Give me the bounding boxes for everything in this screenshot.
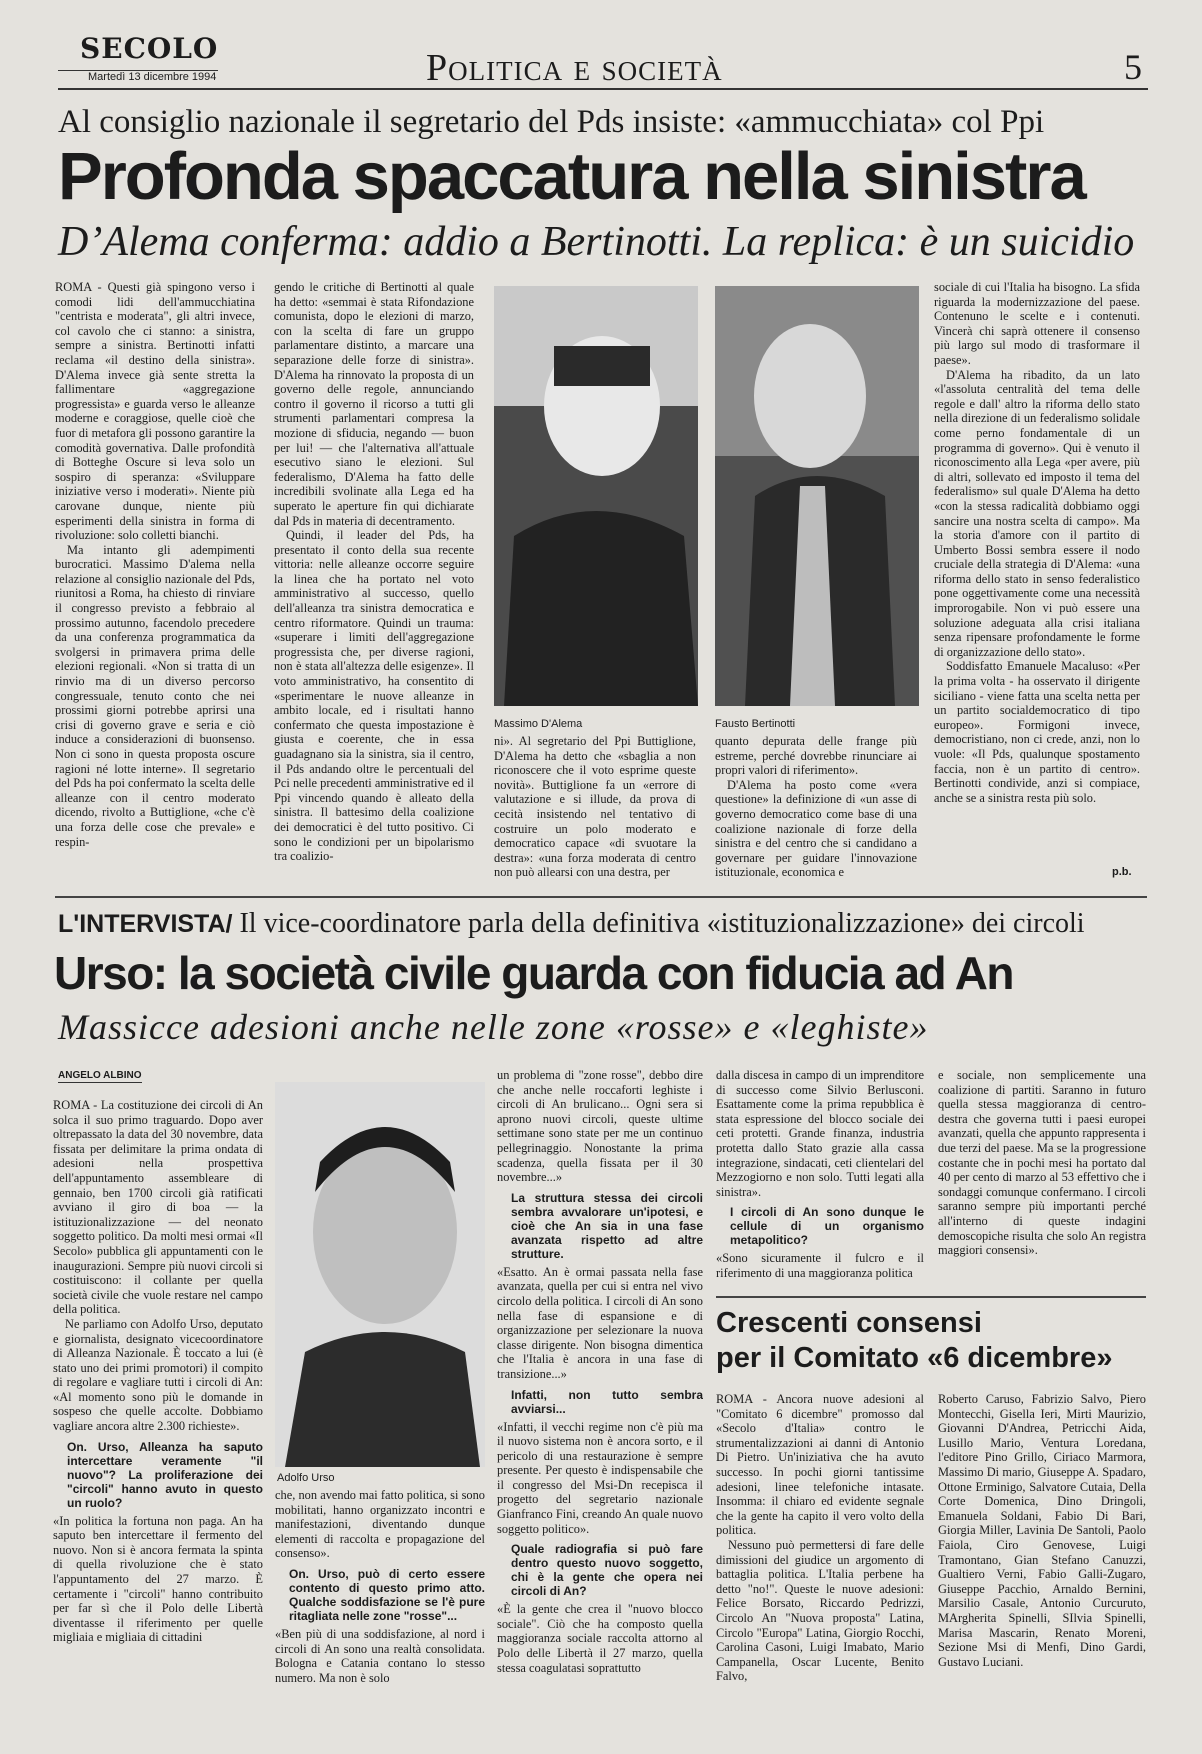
paragraph: «Ben più di una soddisfazione, al nord i circoli di An sono una realtà consolidata. Bologna e Catania contano lo stesso numero. Ma non è solo bbox=[275, 1626, 485, 1685]
article2-subheadline: Massicce adesioni anche nelle zone «rosse» e «leghiste» bbox=[58, 1007, 929, 1047]
photo1-caption: Massimo D'Alema bbox=[494, 718, 583, 730]
article1-signature: p.b. bbox=[1112, 866, 1132, 878]
photo-urso bbox=[275, 1082, 485, 1467]
article2-kicker bbox=[58, 908, 1148, 940]
box-headline bbox=[716, 1306, 1146, 1376]
photo-dalema bbox=[494, 286, 698, 706]
masthead bbox=[58, 28, 1148, 90]
paragraph: gendo le critiche di Bertinotti al quale ha detto: «semmai è stata Rifondazione comunista, dopo le elezioni di marzo, con la scelta di fare un gruppo parlamentare distinto, a marcare una separazione delle forze di sinistra». D'Alema ha rinnovato la proposta di un governo delle regole, annunciando contro il governo il ricorso a tutti gli strumenti parlamentari compresa la mozione di sfiducia, negando — buon per lui! — che l'alternativa all'attuale esecutivo siano le elezioni. Sul federalismo, D'Alema ha fatto delle incredibili svolinate alla Lega ed ha superato le aperture fin qui dichiarate dal Pds in materia di decentramento. bbox=[274, 280, 474, 528]
page-number: 5 bbox=[1124, 47, 1142, 87]
section-title: Politica e società bbox=[426, 47, 723, 89]
paragraph: «È la gente che crea il "nuovo blocco sociale". Ciò che ha composto quella maggioranza sociale raccolta attorno al Polo delle Libertà il 27 marzo, quella stessa coagulatasi soprattutto bbox=[497, 1602, 703, 1675]
box-col1 bbox=[716, 1392, 924, 1728]
kicker-label: L'INTERVISTA/ bbox=[58, 910, 233, 938]
paragraph: Ne parliamo con Adolfo Urso, deputato e giornalista, designato vicecoordinatore di Alleanza Nazionale. È toccato a lui (è stato uno dei primi promotori) il compito di regolare e vagliare tutti i circoli di An: «Al momento sono più le domande in sospeso che quelle accolte. Dobbiamo vagliare ancora altre 2.300 richieste». bbox=[53, 1316, 263, 1434]
newspaper-logo: SECOLO bbox=[80, 32, 219, 65]
interview-question: On. Urso, può di certo essere contento di questo primo atto. Qualche soddisfazione se l'è pure ritagliata nelle zone "rosse"... bbox=[289, 1566, 485, 1623]
paragraph: Ma intanto gli adempimenti burocratici. Massimo D'alema nella relazione al consiglio nazionale del Pds, riunitosi a Roma, ha chiesto di rinviare il congresso previsto a febbraio al prossimo autunno, facendolo precedere da una conferenza programmatica da svolgersi in primavera prima delle elezioni regionali. «Non si tratta di un rinvio ma di un diverso percorso congressuale, tenuto conto che nei prossimi giorni potrebbe aprirsi una crisi di governo grave e seria e ciò induce a considerazioni di buonsenso. Non ci sono in questa proposta oscure ragioni né lotte interne». Il segretario del Pds ha poi confermato la scelta delle alleanze con il centro moderato dicendo, rivolto a Buttiglione, «che c'è una forza delle cose che prevale» e respin- bbox=[55, 542, 255, 849]
byline: ANGELO ALBINO bbox=[58, 1070, 142, 1081]
box-headline-line2: per il Comitato «6 dicembre» bbox=[716, 1342, 1113, 1374]
photo-caption: Adolfo Urso bbox=[277, 1472, 335, 1484]
paragraph: dalla discesa in campo di un imprenditore di successo come Silvio Berlusconi. Esattamente come la prima repubblica è stata espressione del blocco sociale dei ceti protetti. Grande finanza, industria protetta dallo Stato grazie alla cassa integrazione, sindacati, ceti clientelari del Mezzogiorno e non solo. Tutti legati alla sinistra». bbox=[716, 1068, 924, 1199]
section-divider bbox=[55, 896, 1147, 898]
photo-bertinotti bbox=[715, 286, 919, 706]
article1-col5 bbox=[934, 280, 1140, 860]
paragraph: e sociale, non semplicemente una coalizione di partiti. Saranno in futuro quella stessa maggioranza di centro-destra che governa tutti i paesi europei avanzati, quella che appunto rappresenta i due terzi del paese. Ma se la progressione costante che in pochi mesi ha portato dal 40 per cento di marzo al 53 effettivo che i sondaggi comunque confermano. I circoli saranno sempre più importanti perché all'interno di queste indagini demoscopiche risulta che solo An registra maggiori consensi». bbox=[938, 1068, 1146, 1258]
paragraph: ROMA - Ancora nuove adesioni al "Comitato 6 dicembre" promosso dal «Secolo d'Italia» contro le strumentalizzazioni ai danni di Antonio Di Pietro. Un'iniziativa che ha avuto successo. In pochi giorni tantissime adesioni, linee telefoniche intasate. Insomma: il chiaro ed evidente segnale che la gente ha capito il vero volto della politica. bbox=[716, 1392, 924, 1538]
portrait-image bbox=[275, 1082, 485, 1467]
paragraph: Nessuno può permettersi di fare delle dimissioni del giudice un argomento di battaglia politica. L'Italia perbene ha detto "no!". Queste le nuove adesioni: Felice Borsato, Riccardo Pedrizzi, Circolo An "Nuova proposta" Latina, Circolo "Europa" Latina, Giorgio Rocchi, Carolina Casoni, Luigi Imabato, Mario Campanella, Oscar Lucente, Benito Falvo, bbox=[716, 1537, 924, 1684]
article1-col1 bbox=[55, 280, 255, 882]
article1-col3 bbox=[494, 734, 696, 882]
article1-subheadline: D’Alema conferma: addio a Bertinotti. La replica: è un suicidio bbox=[58, 219, 1135, 265]
kicker-text: Il vice-coordinatore parla della definitiva «istituzionalizzazione» dei circoli bbox=[239, 908, 1085, 939]
article1-kicker: Al consiglio nazionale il segretario del Pds insiste: «ammucchiata» col Ppi bbox=[58, 104, 1045, 140]
interview-question: La struttura stessa dei circoli sembra avvalorare un'ipotesi, e cioè che An sia in una fase avanzata rispetto ad altre strutture. bbox=[511, 1190, 703, 1261]
paragraph: ROMA - La costituzione dei circoli di An solca il suo primo traguardo. Dopo aver oltrepassato la data del 30 novembre, data fissata per delimitare la prima ondata di adesioni nella prospettiva dell'appuntamento assembleare di gennaio, ben 1700 circoli già ratificati avviano il giro di boa — la istituzionalizzazione — del neonato soggetto politico. Da molti mesi ormai «Il Secolo» pubblica gli appuntamenti con le inaugurazioni. Sempre più nuovi circoli si costituiscono: il collante per quella società civile che vuole restare nel campo della politica. bbox=[53, 1098, 263, 1317]
article2-col1 bbox=[53, 1098, 263, 1728]
paragraph: sociale di cui l'Italia ha bisogno. La sfida riguarda la modernizzazione del paese. Contenuno le scelte e i contenuti. Vincerà chi saprà ottenere il consenso più largo sul modo di trasformare il paese». bbox=[934, 280, 1140, 367]
portrait-image bbox=[494, 286, 698, 706]
paragraph: Quindi, il leader del Pds, ha presentato il conto della sua recente vittoria: nelle alleanze occorre seguire la linea che ha portato nel voto amministrativo al successo, quello dell'alleanza tra sinistra democratica e centro riformatore. Quindi un trauma: «superare i limiti dell'aggregazione progressista che, per diverse ragioni, non è stata all'altezza delle esigenze». Il voto amministrativo, ha consentito di «sperimentare le nuove alleanze in ambito locale, ed i risultati hanno confermato che questa impostazione è giusta e coerente, che in essa guadagnano sia la sinistra, sia il centro, il Pds andando oltre le percentuali del Pci nelle precedenti amministrative ed il Ppi vincendo quando è alleato della sinistra. Il battesimo della coalizione dei democratici è del tutto positivo. Ci sono le condizioni per un bipolarismo tra coalizio- bbox=[274, 528, 474, 864]
article2-col4 bbox=[716, 1068, 924, 1282]
article2-headline: Urso: la società civile guarda con fiducia ad An bbox=[54, 947, 1014, 999]
portrait-image bbox=[715, 286, 919, 706]
article1-col4 bbox=[715, 734, 917, 882]
paragraph: quanto depurata delle frange più estreme, perché dovrebbe rinunciare ai propri valori di riferimento». bbox=[715, 734, 917, 778]
interview-question: Quale radiografia si può fare dentro questo nuovo soggetto, chi è la gente che opera nei circoli di An? bbox=[511, 1542, 703, 1599]
issue-date: Martedì 13 dicembre 1994 bbox=[58, 70, 218, 83]
paragraph: «In politica la fortuna non paga. An ha saputo ben intercettare il fermento del nuovo. Non si è ancora fermata la spinta di quella rivoluzione che è stato l'appuntamento del 27 marzo. È certamente i "circoli" hanno contribuito per far sì che il Polo delle Libertà diventasse il riferimento per quelle migliaia e migliaia di cittadini bbox=[53, 1513, 263, 1645]
paragraph: D'Alema ha ribadito, da un lato «l'assoluta centralità del tema delle regole e dall' altro la riforma dello stato nella direzione di un federalismo solidale come perno fondamentale di un programma di governo». Qui è venuto il riconoscimento alla Lega «per avere, più di altri, sollevato ed imposto il tema del federalismo» sul quale D'Alema ha detto «con la stessa radicalità dobbiamo oggi sancire una nostra scelta di campo». Ma la storia d'amore con il partito di Umberto Bossi sembra essere il nodo cruciale della strategia di D'Alema: «una riforma dello stato in senso federalistico pone oggettivamente come una necessità improrogabile. Non vi può essere una soluzione adeguata alla crisi italiana senza ripensare profondamente le forme di organizzazione dello stato». bbox=[934, 367, 1140, 659]
article1-headline: Profonda spaccatura nella sinistra bbox=[58, 139, 1085, 214]
paragraph: un problema di "zone rosse", debbo dire che anche nelle roccaforti leghiste i circoli di An brulicano... Ogni sera si aprono nuovi circoli, queste ultime settimane sono state per me un continuo pellegrinaggio. Nonostante la prima scadenza, quella fissata per il 30 novembre...» bbox=[497, 1068, 703, 1185]
paragraph: «Esatto. An è ormai passata nella fase avanzata, quella per cui si entra nel vivo circolo della politica. I circoli di An sono nella fase di espansione e di organizzazione per selezionare la nuova classe dirigente. Non bisogna dimentica che l'Italia è ancora in una fase di transizione...» bbox=[497, 1264, 703, 1381]
box-headline-line1: Crescenti consensi bbox=[716, 1307, 982, 1339]
article2-col5 bbox=[938, 1068, 1146, 1282]
paragraph: «Sono sicuramente il fulcro e il riferimento di una maggioranza politica bbox=[716, 1251, 924, 1280]
paragraph: D'Alema ha posto come «vera questione» la definizione di «un asse di governo democratico come base di una coalizione nazionale di forze della sinistra e del centro che si candidano a governare per guidare l'innovazione istituzionale, economica e bbox=[715, 777, 917, 880]
article2-col2 bbox=[275, 1488, 485, 1728]
interview-question: On. Urso, Alleanza ha saputo intercettare veramente "il nuovo"? La proliferazione dei "circoli" hanno avuto in questo un ruolo? bbox=[67, 1439, 263, 1510]
article2-col3 bbox=[497, 1068, 703, 1728]
paragraph: Roberto Caruso, Fabrizio Salvo, Piero Montecchi, Gisella Ieri, Mirti Maurizio, Giovanni D'Andrea, Petricchi Aida, Lusillo Mario, Ventura Loredana, l'editore Pino Grillo, Ciriaco Marmora, Massimo Di mario, Giuseppe A. Spadaro, Ottone Erminigo, Salvatore Cutaia, Della Corte Domenica, Dino Dringoli, Emanuela Soldani, Fabio Di Bari, Giorgia Miller, Lavinia De Santoli, Paolo Faiola, Ciro Genovese, Luigi Tramontano, Gian Stefano Canuzzi, Gualtiero Verni, Fabio Galli-Zugaro, Giuseppe Pacchio, Arnaldo Bernini, Marsilio Casale, Antonio Curcuruto, MArgherita Spinelli, SIlvia Spinelli, Marisa Mascarin, Renato Moreni, Sezione Msi di Menfi, Dino Gardi, Gustavo Luciani. bbox=[938, 1392, 1146, 1669]
paragraph: ROMA - Questi già spingono verso i comodi lidi dell'ammucchiatina "centrista e moderata", gli altri invece, col cavolo che ci stanno: a sinistra, sempre a sinistra. Bertinotti infatti reclama «il destino della sinistra». D'Alema invece già sente stretta la fallimentare «aggregazione progressista» e guarda verso le alleanze moderne e coraggiose, quelle cioè che fuor di metafora gli possono garantire la comodità governativa. Dalle profondità di Botteghe Oscure si leva solo un sospiro di speranza: «Sviluppare iniziative verso i moderati». Niente più carovane dunque, niente più esperimenti della sinistra in forma di rivoluzione: solo colletti bianchi. bbox=[55, 280, 255, 543]
paragraph: Soddisfatto Emanuele Macaluso: «Per la prima volta - ha osservato il dirigente siciliano - viene fatta una scelta netta per un partito socialdemocratico di tipo europeo». Formigoni invece, democristiano, non ci crede, anzi, non lo vuole: «Il Pds, qualunque spostamento faccia, non è un partito di centro». Bertinotti condivide, anzi si compiace, anche se a sinistra resta più solo. bbox=[934, 659, 1140, 805]
box-top-rule bbox=[716, 1296, 1146, 1298]
interview-question: I circoli di An sono dunque le cellule di un organismo metapolitico? bbox=[730, 1205, 924, 1248]
paragraph: che, non avendo mai fatto politica, si sono mobilitati, hanno organizzato incontri e manifestazioni, diventando dunque elementi di raccolta e propagazione del consenso». bbox=[275, 1488, 485, 1561]
article1-col2 bbox=[274, 280, 474, 882]
paragraph: ni». Al segretario del Ppi Buttiglione, D'Alema ha detto che «sbaglia a non riconoscere che il voto esprime queste novità». Buttiglione fa un «errore di valutazione e si illude, da prova di cecità insistendo nel tentativo di costruire un polo moderato e democratico capace «di svuotare la destra»: «una forza moderata di centro non può allearsi con una destra, per bbox=[494, 734, 696, 880]
paragraph: «Infatti, il vecchi regime non c'è più ma il nuovo sistema non è ancora sorto, e il pericolo di una restaurazione è sempre presente. Per questo è indispensabile che il congresso del Msi-Dn recepisca il progetto del segretario nazionale Gianfranco Fini, creando An quale nuovo soggetto politico». bbox=[497, 1419, 703, 1536]
interview-question: Infatti, non tutto sembra avviarsi... bbox=[511, 1387, 703, 1416]
box-col2 bbox=[938, 1392, 1146, 1728]
photo2-caption: Fausto Bertinotti bbox=[715, 718, 796, 730]
